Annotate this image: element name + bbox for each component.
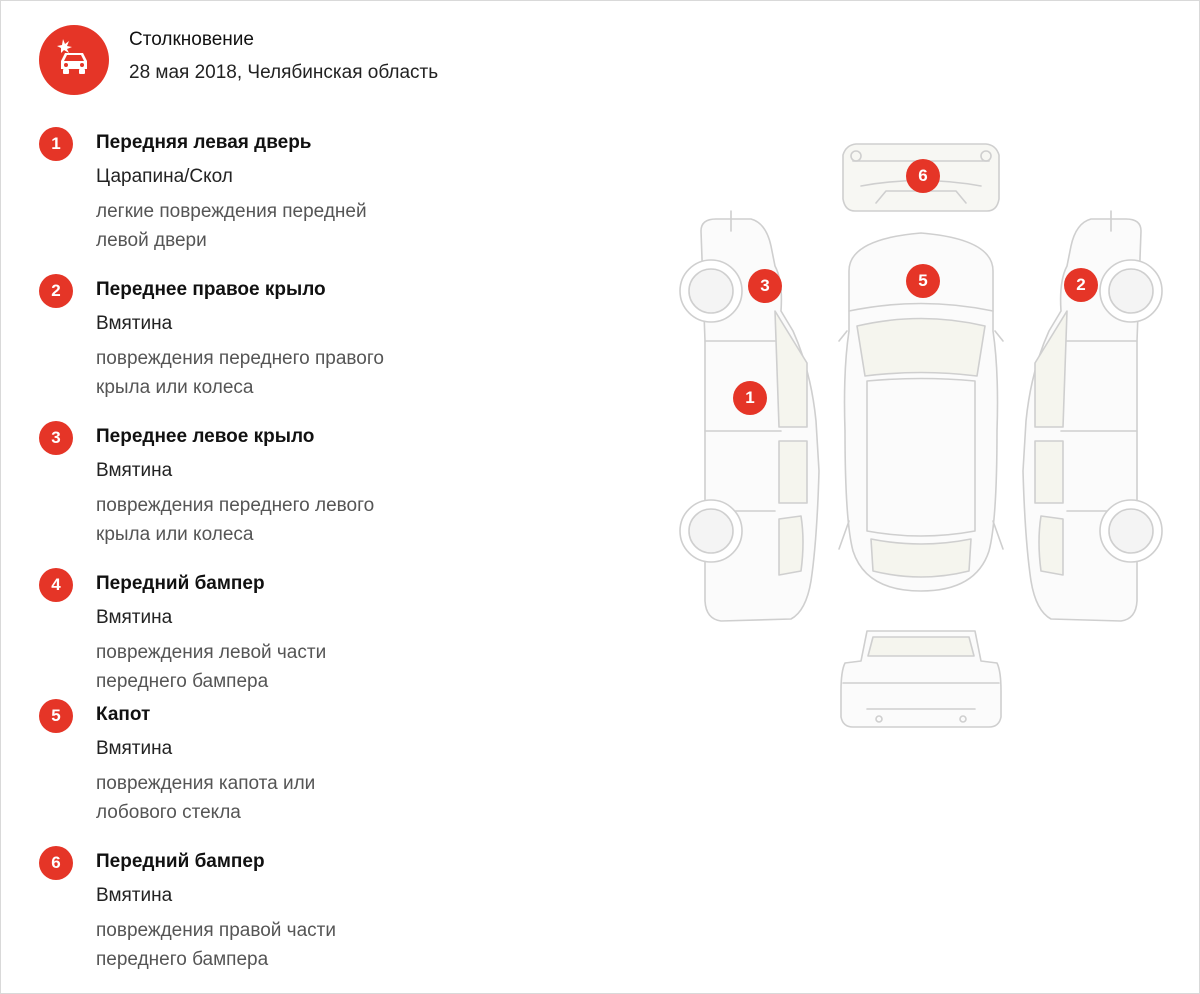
car-outline-illustration <box>671 131 1181 741</box>
damage-number-badge: 5 <box>39 699 73 733</box>
damage-number-badge: 1 <box>39 127 73 161</box>
damage-part: Передняя левая дверь <box>96 132 312 153</box>
damage-type: Вмятина <box>96 885 173 906</box>
diagram-marker-3[interactable]: 3 <box>748 269 782 303</box>
damage-type: Царапина/Скол <box>96 166 233 187</box>
damage-part: Передний бампер <box>96 851 265 872</box>
damage-number-badge: 2 <box>39 274 73 308</box>
damage-number-badge: 6 <box>39 846 73 880</box>
car-crash-icon <box>39 25 109 95</box>
damage-part: Капот <box>96 704 151 725</box>
damage-number-badge: 4 <box>39 568 73 602</box>
damage-description: повреждения переднего правого крыла или колеса <box>96 348 384 398</box>
damage-type: Вмятина <box>96 607 173 628</box>
damage-description: легкие повреждения передней левой двери <box>96 201 367 251</box>
damage-number-badge: 3 <box>39 421 73 455</box>
diagram-marker-6[interactable]: 6 <box>906 159 940 193</box>
damage-type: Вмятина <box>96 313 173 334</box>
car-damage-diagram <box>671 131 1181 741</box>
car-rear-view <box>841 631 1001 727</box>
damage-description: повреждения правой части переднего бампера <box>96 920 336 970</box>
damage-part: Переднее правое крыло <box>96 279 326 300</box>
diagram-marker-1[interactable]: 1 <box>733 381 767 415</box>
diagram-marker-5[interactable]: 5 <box>906 264 940 298</box>
diagram-marker-2[interactable]: 2 <box>1064 268 1098 302</box>
damage-description: повреждения капота или лобового стекла <box>96 773 316 823</box>
damage-part: Переднее левое крыло <box>96 426 315 447</box>
car-left-side-view <box>680 211 819 621</box>
damage-type: Вмятина <box>96 738 173 759</box>
incident-date-location: 28 мая 2018, Челябинская область <box>129 62 439 83</box>
damage-type: Вмятина <box>96 460 173 481</box>
damage-description: повреждения левой части переднего бампера <box>96 642 327 692</box>
damage-part: Передний бампер <box>96 573 265 594</box>
damage-description: повреждения переднего левого крыла или колеса <box>96 495 375 545</box>
incident-title: Столкновение <box>129 29 254 50</box>
